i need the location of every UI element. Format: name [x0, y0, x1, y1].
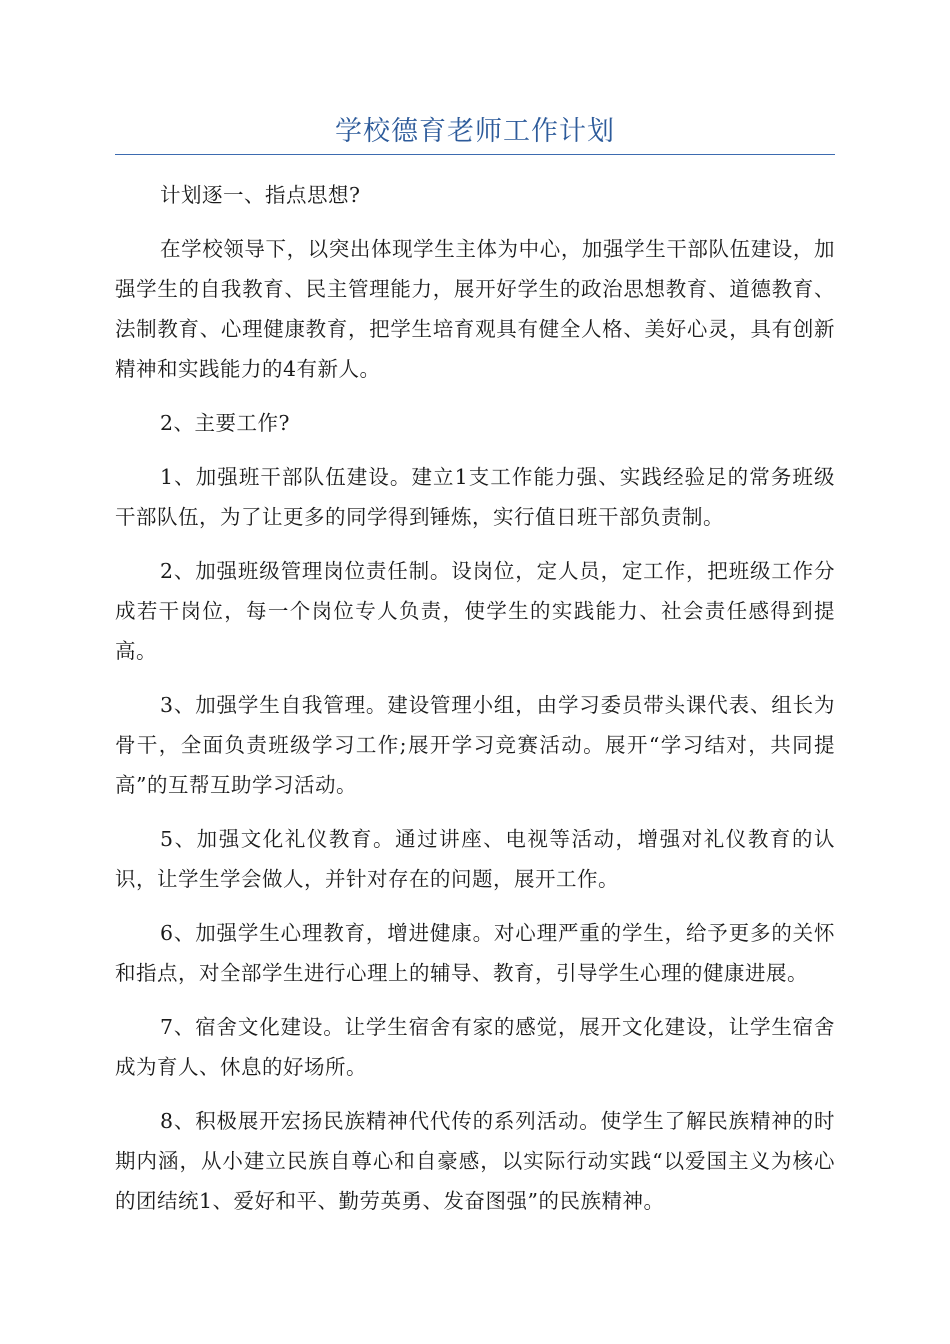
paragraph-item-7: 7、宿舍文化建设。让学生宿舍有家的感觉，展开文化建设，让学生宿舍成为育人、休息的好场所。 — [115, 1015, 835, 1079]
paragraph-item-5: 5、加强文化礼仪教育。通过讲座、电视等活动，增强对礼仪教育的认识，让学生学会做人，并针对存在的问题，展开工作。 — [115, 827, 835, 891]
paragraph-item-1: 1、加强班干部队伍建设。建立1支工作能力强、实践经验足的常务班级干部队伍，为了让更多的同学得到锤炼，实行值日班干部负责制。 — [115, 465, 835, 529]
paragraph-item-6: 6、加强学生心理教育，增进健康。对心理严重的学生，给予更多的关怀和指点，对全部学生进行心理上的辅导、教育，引导学生心理的健康进展。 — [115, 921, 835, 985]
section-heading-main-work: 2、主要工作? — [160, 411, 291, 435]
paragraph-item-2: 2、加强班级管理岗位责任制。设岗位，定人员，定工作，把班级工作分成若干岗位，每一个岗位专人负责，使学生的实践能力、社会责任感得到提高。 — [115, 559, 835, 663]
paragraph-item-8: 8、积极展开宏扬民族精神代代传的系列活动。使学生了解民族精神的时期内涵，从小建立民族自尊心和自豪感，以实际行动实践“以爱国主义为核心的团结统1、爱好和平、勤劳英勇、发奋图强”的民族精神。 — [115, 1109, 835, 1213]
document-title: 学校德育老师工作计划 — [335, 116, 615, 147]
paragraph-intro: 在学校领导下，以突出体现学生主体为中心，加强学生干部队伍建设，加强学生的自我教育、民主管理能力，展开好学生的政治思想教育、道德教育、法制教育、心理健康教育，把学生培育观具有健全人格、美好心灵，具有创新精神和实践能力的4有新人。 — [115, 237, 835, 381]
paragraph-item-3: 3、加强学生自我管理。建设管理小组，由学习委员带头课代表、组长为骨干，全面负责班级学习工作;展开学习竞赛活动。展开“学习结对，共同提高”的互帮互助学习活动。 — [115, 693, 835, 797]
document-body — [115, 175, 835, 1235]
title-underline — [115, 154, 835, 155]
section-heading-guiding-ideology: 计划逐一、指点思想? — [160, 183, 361, 207]
